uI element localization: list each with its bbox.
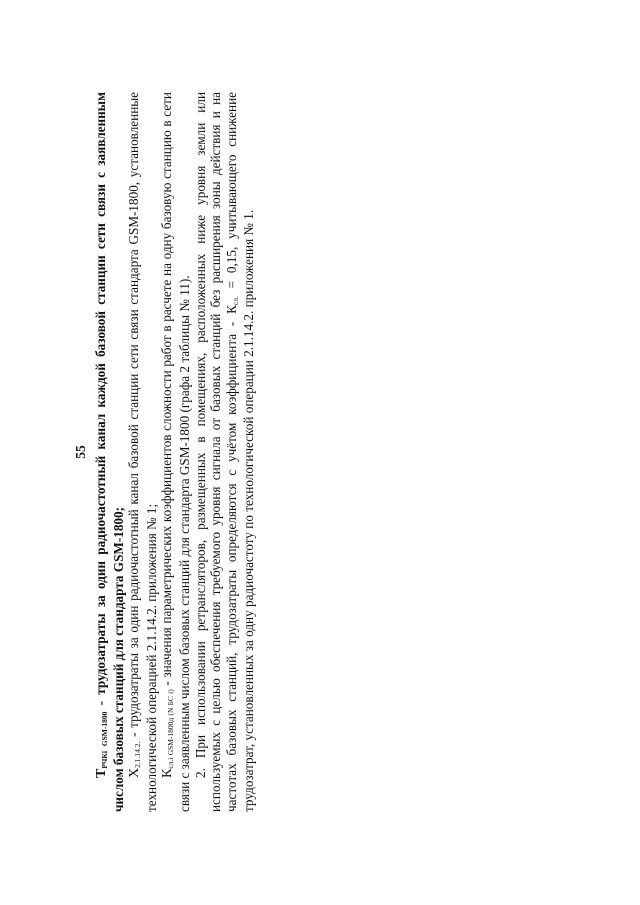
paragraph-2: [193, 92, 257, 812]
definition-text: трудозатраты за один радиочастотный канал каждой базовой станции сети связи с заявленным числом базовых станций для стандарта GSM-1800;: [93, 92, 126, 812]
definition-dash: -: [159, 677, 175, 690]
definition-text: трудозатраты за один радиочастотный канал базовой станции сети связи стандарта GSM-1800, установленные технологической операцией 2.1.14.2. приложения № 1;: [126, 92, 159, 812]
definition-symbol: К: [160, 768, 176, 778]
definition-subscript: РЧКi GSM-1800: [100, 711, 109, 769]
definition-symbol: Х: [127, 767, 143, 778]
paragraph-2-text-end: = 0,15, учитывающего снижение трудозатрат, установленных за одну радиочастоту по технологической операции 2.1.14.2. приложения № 1.: [223, 92, 257, 812]
definition-trchk: [93, 92, 126, 812]
rotated-text-block: [73, 92, 273, 812]
definition-dash: -: [93, 694, 108, 712]
definition-text: значения параметрических коэффициентов сложности работ в расчете на одну базовую станцию в сети связи с заявленным числом базовых станций для стандарта GSM-1800 (графа 2 таблицы № 11).: [159, 92, 192, 812]
paragraph-2-text: 2. При использовании ретрансляторов, размещенных в помещениях, расположенных ниже уровня земли или используемых с целью обеспечения требуемого уровня сигнала от базовых станций без расширения зоны действия и на частотах базовых станций, трудозатраты определяются с учётом коэффициента - К: [192, 92, 239, 812]
page-number: 55: [73, 445, 88, 459]
definition-k: [159, 92, 192, 812]
definition-symbol: Т: [94, 768, 109, 778]
definition-dash: -: [126, 727, 142, 742]
definition-x: [126, 92, 159, 812]
definition-subscript: 2.1.14.2.: [133, 741, 143, 768]
definition-subscript: сл.i GSM-1800д (N БС i): [166, 689, 176, 769]
paragraph-2-subscript: сл.: [230, 296, 240, 306]
